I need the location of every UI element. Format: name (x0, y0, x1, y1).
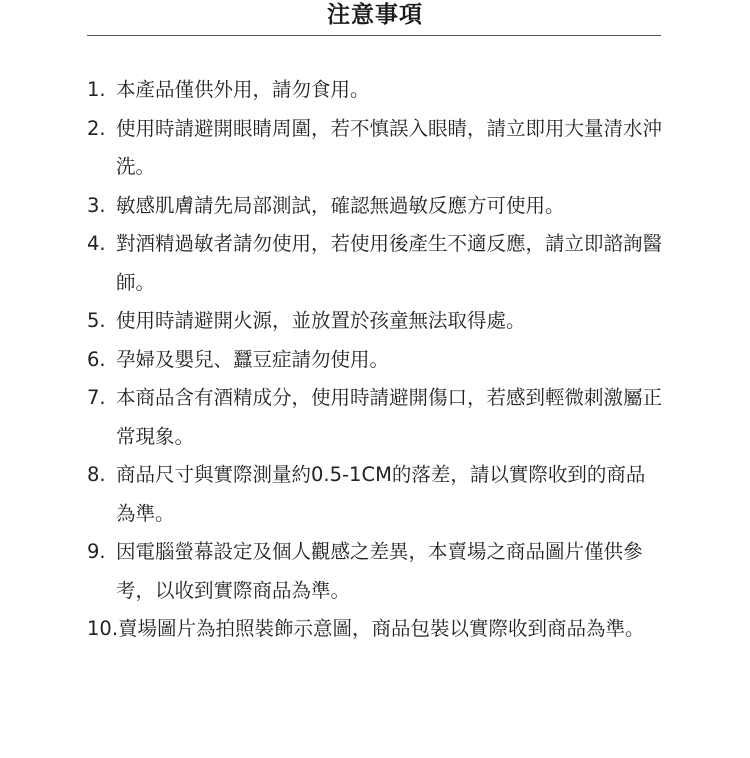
note-item-5 (87, 302, 667, 341)
page-title: 注意事項 (327, 2, 423, 28)
note-item-10 (87, 610, 667, 649)
note-number: 7. (87, 386, 106, 409)
note-text: 商品尺寸與實際測量約0.5-1CM的落差，請以實際收到的商品為準。 (116, 463, 646, 525)
note-text: 因電腦螢幕設定及個人觀感之差異，本賣場之商品圖片僅供參考，以收到實際商品為準。 (116, 540, 643, 602)
note-text: 本商品含有酒精成分，使用時請避開傷口，若感到輕微刺激屬正常現象。 (116, 386, 663, 448)
note-number: 4. (87, 232, 106, 255)
note-text: 賣場圖片為拍照裝飾示意圖，商品包裝以實際收到商品為準。 (118, 617, 645, 640)
note-number: 2. (87, 116, 106, 140)
title-divider (87, 35, 661, 36)
note-item-8 (87, 456, 667, 533)
notes-list (87, 71, 667, 649)
note-item-4 (87, 225, 667, 302)
note-number: 9. (87, 540, 106, 563)
note-number: 10. (87, 617, 119, 640)
note-number: 1. (87, 78, 106, 101)
note-text: 孕婦及嬰兒、蠶豆症請勿使用。 (116, 347, 390, 371)
note-item-1 (87, 71, 667, 110)
note-text: 對酒精過敏者請勿使用，若使用後產生不適反應，請立即諮詢醫師。 (116, 232, 663, 294)
note-text: 本產品僅供外用，請勿食用。 (116, 78, 370, 101)
note-number: 6. (87, 347, 106, 371)
note-number: 3. (87, 193, 106, 217)
note-number: 8. (87, 463, 106, 486)
note-item-9 (87, 533, 667, 610)
note-item-6 (87, 341, 667, 380)
note-item-7 (87, 379, 667, 456)
note-text: 敏感肌膚請先局部測試，確認無過敏反應方可使用。 (116, 193, 565, 217)
note-text: 使用時請避開眼睛周圍，若不慎誤入眼睛，請立即用大量清水沖洗。 (116, 116, 663, 178)
note-item-2 (87, 110, 667, 187)
note-number: 5. (87, 309, 106, 332)
note-text: 使用時請避開火源，並放置於孩童無法取得處。 (116, 309, 526, 332)
note-item-3 (87, 187, 667, 226)
